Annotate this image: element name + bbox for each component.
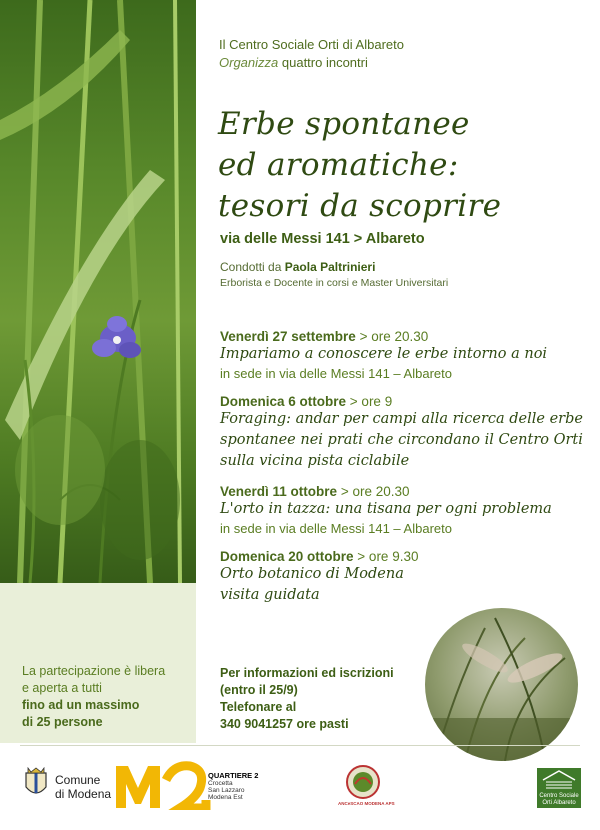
info-block (220, 665, 394, 733)
cso-line2: Orti Albareto (542, 800, 576, 806)
event-place: in sede in via delle Messi 141 – Albareto (220, 521, 452, 536)
incontri-text: quattro incontri (281, 55, 368, 70)
event-item (220, 549, 585, 606)
event-time: > ore 9.30 (357, 549, 419, 564)
modena-crest-icon (23, 767, 49, 799)
event-time: > ore 20.30 (359, 329, 429, 344)
comune-logo-text (55, 773, 111, 801)
conductor-prefix: Condotti da (220, 260, 282, 274)
quartiere-text (208, 772, 258, 801)
quartiere-line1: Crocetta (208, 780, 233, 787)
organizza-word: Organizza (219, 55, 279, 70)
ancescao-logo (338, 764, 395, 810)
participation-line4: di 25 persone (22, 715, 103, 729)
ancescao-label: ANCeSCAO MODENA APS (338, 801, 395, 806)
conductor-role: Erborista e Docente in corsi e Master Universitari (220, 277, 449, 289)
info-phone: 340 9041257 ore pasti (220, 717, 349, 731)
event-time: > ore 20.30 (340, 484, 410, 499)
organizer-name: Il Centro Sociale Orti di Albareto (219, 37, 404, 52)
participation-line1: La partecipazione è libera (22, 664, 166, 678)
event-name: Orto botanico di Modena (220, 566, 404, 582)
event-day: Domenica 6 ottobre (220, 394, 347, 409)
title-line2: ed aromatiche: (218, 147, 459, 183)
quartiere-line2: San Lazzaro (208, 787, 245, 794)
event-item (220, 484, 585, 537)
grass-flower-photo (0, 0, 196, 583)
ancescao-emblem-icon (338, 764, 388, 800)
participation-line3: fino ad un massimo (22, 698, 140, 712)
event-name: Impariamo a conoscere le erbe intorno a noi (220, 346, 548, 362)
title-line3: tesori da scoprire (218, 188, 502, 224)
info-line3: Telefonare al (220, 700, 297, 714)
conductor-name: Paola Paltrinieri (284, 260, 376, 274)
participation-box (0, 583, 196, 743)
quartiere-title: QUARTIERE 2 (208, 771, 259, 780)
events-list (220, 329, 585, 618)
house-icon (537, 768, 581, 790)
info-line1: Per informazioni ed iscrizioni (220, 666, 394, 680)
event-name: L'orto in tazza: una tisana per ogni problema (220, 501, 552, 517)
event-item (220, 394, 585, 472)
event-item (220, 329, 585, 382)
cso-line1: Centro Sociale (539, 793, 579, 799)
organizer-block (219, 36, 404, 72)
event-name: Foraging: andar per campi alla ricerca delle erbe spontanee nei prati che circondano il Centro Orti sulla vicina pista ciclabile (220, 411, 583, 469)
comune-line1: Comune (55, 773, 101, 787)
event-time: > ore 9 (349, 394, 393, 409)
page-title (218, 104, 578, 227)
quartiere-line3: Modena Est (208, 794, 243, 801)
event-day: Domenica 20 ottobre (220, 549, 354, 564)
venue-address: via delle Messi 141 > Albareto (220, 231, 425, 247)
event-day: Venerdì 11 ottobre (220, 484, 338, 499)
event-place: in sede in via delle Messi 141 – Albareto (220, 366, 452, 381)
participation-line2: e aperta a tutti (22, 681, 102, 695)
centro-orti-logo (537, 768, 581, 808)
title-line1: Erbe spontanee (218, 106, 470, 142)
event-day: Venerdì 27 settembre (220, 329, 356, 344)
conductor-block (220, 259, 448, 291)
comune-line2: di Modena (55, 787, 112, 801)
footer-divider (20, 745, 580, 746)
event-place: visita guidata (220, 587, 320, 603)
ornamental-grass-photo (425, 608, 578, 761)
info-line2: (entro il 25/9) (220, 683, 298, 697)
